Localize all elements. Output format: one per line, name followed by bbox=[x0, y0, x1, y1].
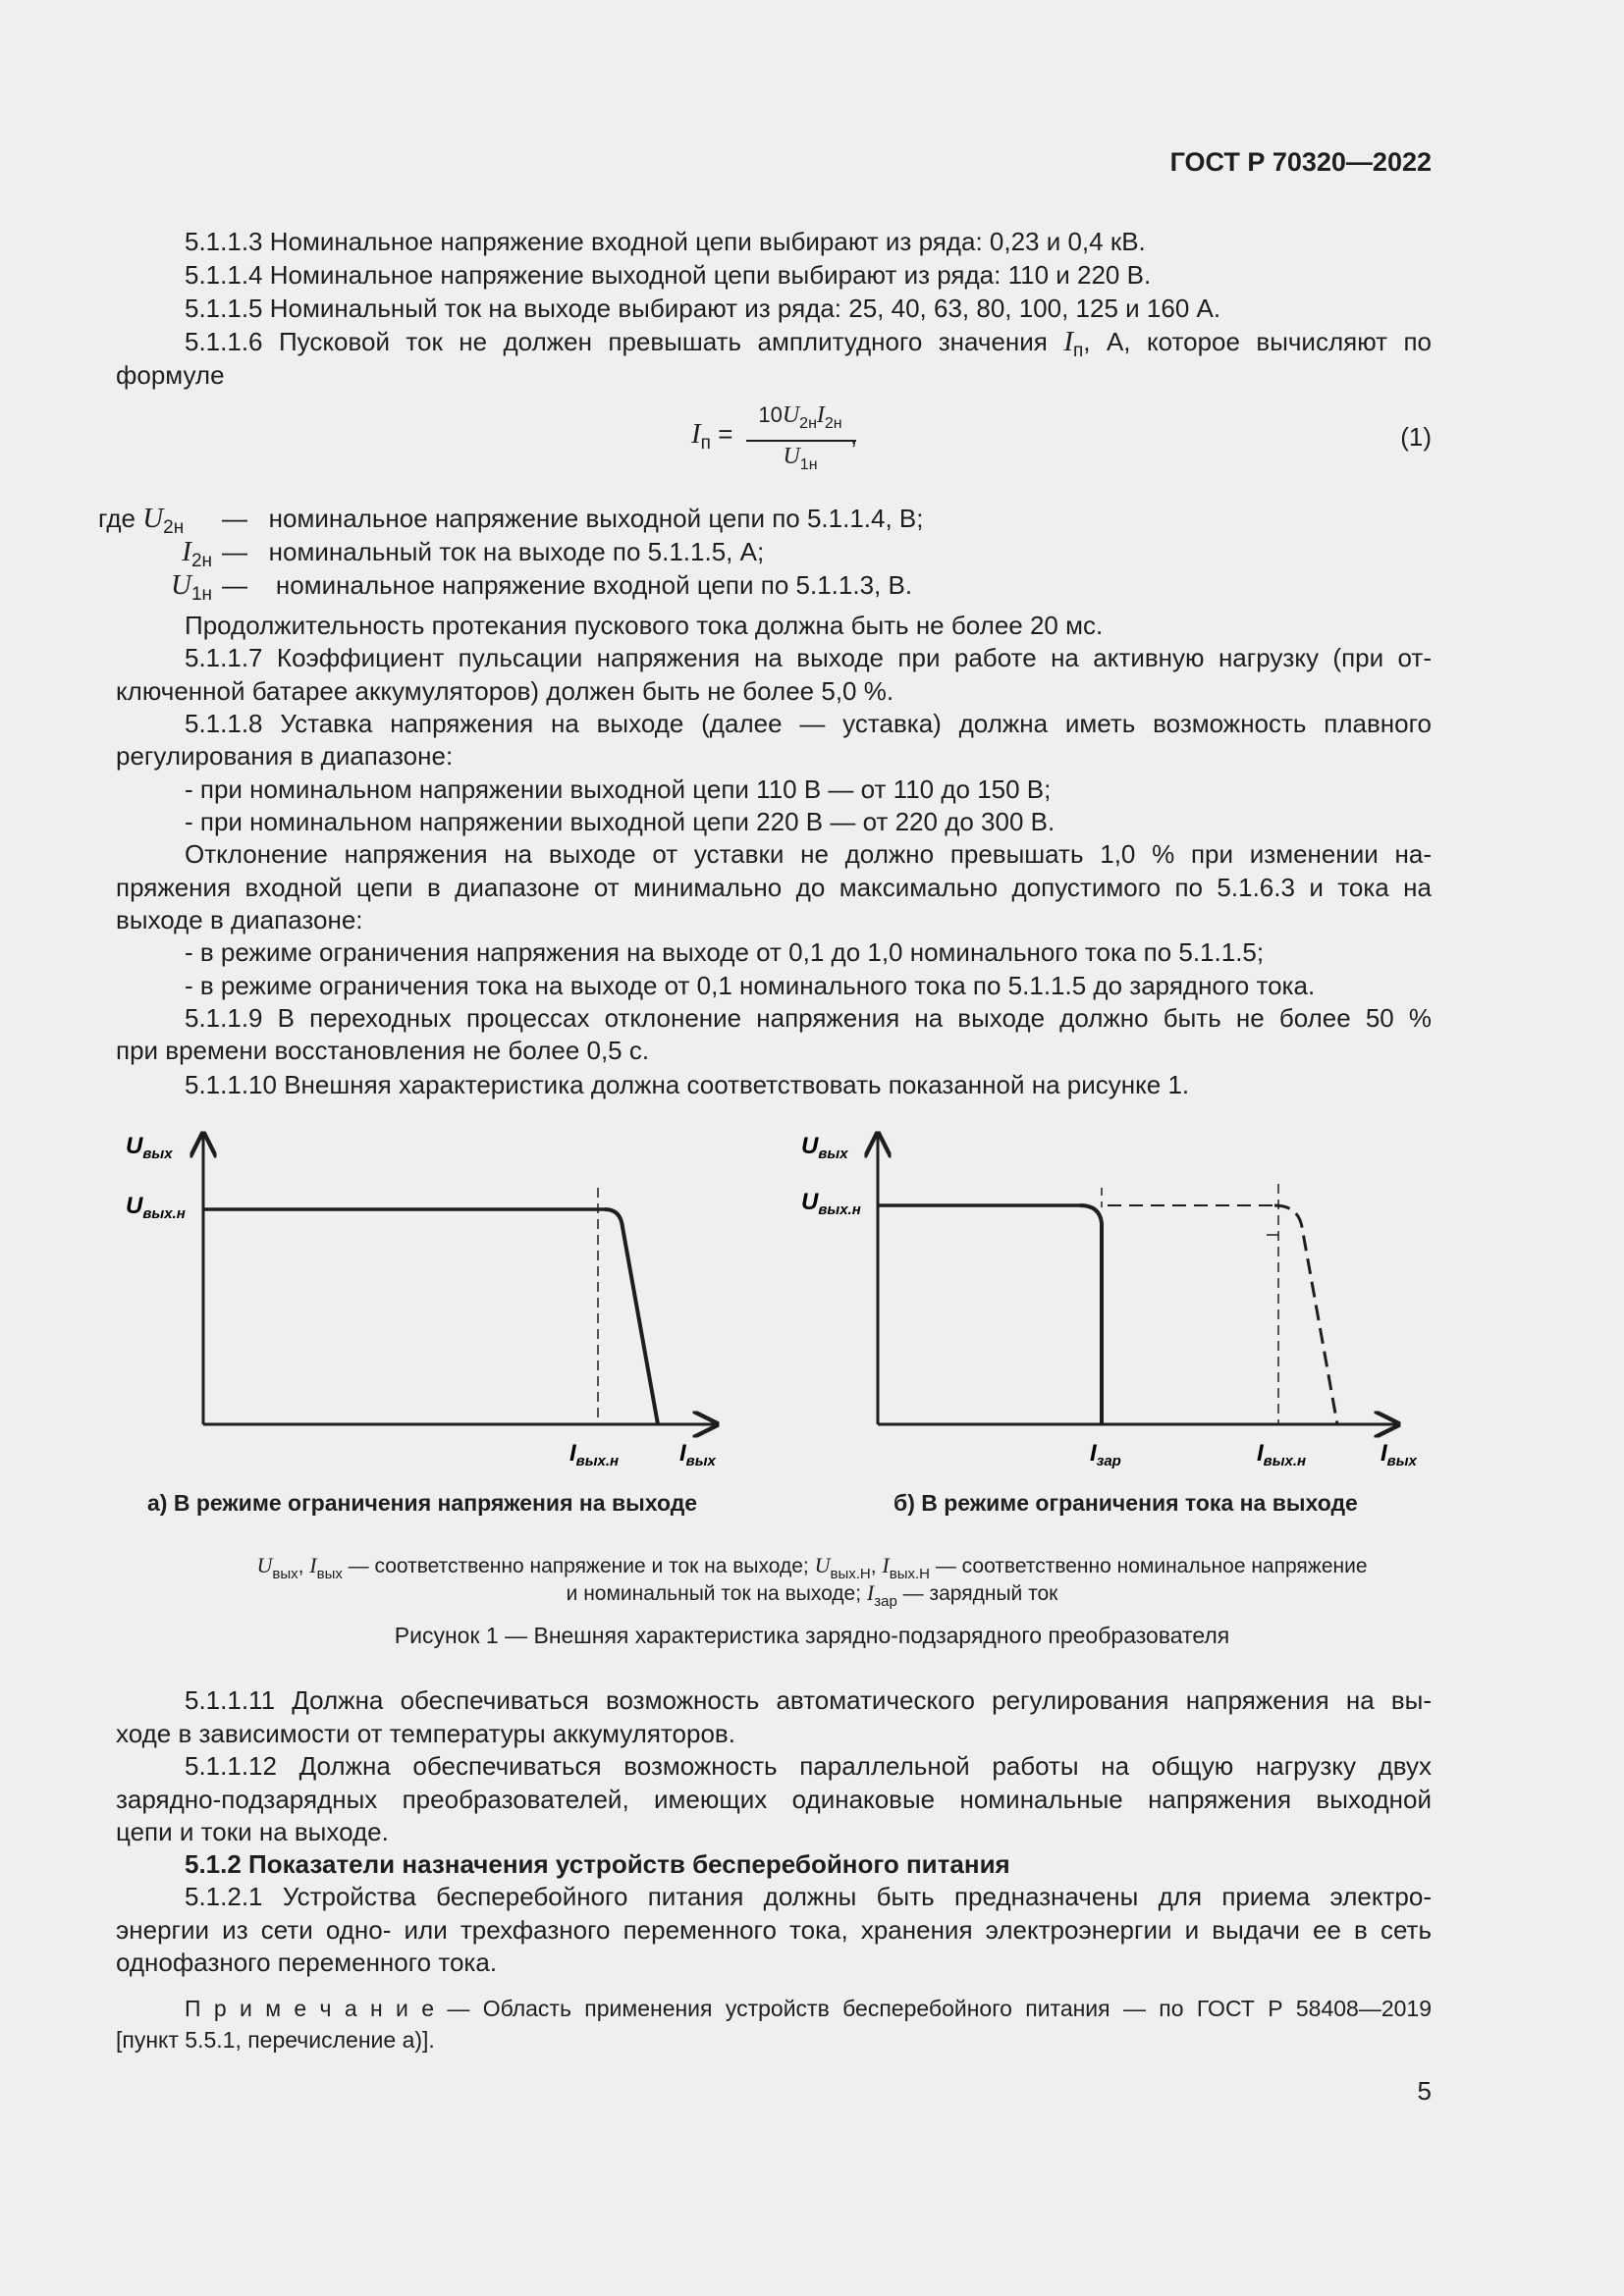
figure-caption-b: б) В режиме ограничения тока на выходе bbox=[893, 1490, 1358, 1516]
nominal-voltage-label: $U_{вых.н}$ bbox=[126, 1193, 186, 1222]
figure-title: Рисунок 1 — Внешняя характеристика зарядно-подзарядного преобразователя bbox=[394, 1623, 1230, 1648]
paragraph-text: при времени восстановления не более 0,5 с. bbox=[116, 1036, 650, 1065]
paragraph-5-1-2-1: 5.1.2.1 Устройства бесперебойного питания должны быть предназначены для приема электро- bbox=[185, 1882, 1432, 1911]
list-item: - при номинальном напряжении выходной цепи 220 В — от 220 до 300 В. bbox=[185, 807, 1056, 836]
paragraph-text: пряжения входной цепи в диапазоне от минимально до максимально допустимого по 5.1.6.3 и тока на bbox=[116, 873, 1432, 902]
voltage-drop-curve bbox=[605, 1209, 658, 1424]
formula-1: $I_п$ = $10U_{2н}I_{2н}$ $U_{1н}$ , bbox=[691, 402, 858, 473]
paragraph-5-1-1-11: 5.1.1.11 Должна обеспечиваться возможность автоматического регулирования напряжения на вы- bbox=[185, 1685, 1432, 1715]
list-item: - в режиме ограничения напряжения на выходе от 0,1 до 1,0 номинального тока по 5.1.1.5; bbox=[185, 937, 1265, 967]
list-item: - в режиме ограничения тока на выходе от 0,1 номинального тока по 5.1.1.5 до зарядного тока. bbox=[185, 971, 1316, 1000]
where-item-3: — номинальное напряжение входной цепи по 5.1.1.3, В. bbox=[222, 570, 913, 600]
y-axis-label: $U_{вых}$ bbox=[801, 1133, 848, 1162]
section-heading: 5.1.2 Показатели назначения устройств бесперебойного питания bbox=[185, 1849, 1010, 1879]
paragraph-5-1-1-3: 5.1.1.3 Номинальное напряжение входной цепи выбирают из ряда: 0,23 и 0,4 кВ. bbox=[185, 227, 1146, 256]
paragraph-text: ключенной батарее аккумуляторов) должен быть не более 5,0 %. bbox=[116, 676, 894, 706]
page-number: 5 bbox=[1417, 2076, 1432, 2106]
paragraph-5-1-1-12: 5.1.1.12 Должна обеспечиваться возможность параллельной работы на общую нагрузку двух bbox=[185, 1751, 1432, 1781]
charge-current-curve bbox=[1080, 1205, 1102, 1424]
figure-1 bbox=[0, 1109, 1624, 1541]
nominal-voltage-label: $U_{вых.н}$ bbox=[801, 1189, 861, 1218]
chart-voltage-limiting bbox=[126, 1133, 717, 1469]
figure-legend-line-1: $U_{вых}$, $I_{вых}$ — соответственно напряжение и ток на выходе; $U_{вых.Н}$, $I_{вых.Н}$ — соответственно номинальное напряжение bbox=[256, 1553, 1368, 1582]
list-item: - при номинальном напряжении выходной цепи 110 В — от 110 до 150 В; bbox=[185, 774, 1052, 804]
fraction-bar bbox=[746, 440, 856, 442]
x-axis-label: $I_{вых}$ bbox=[1380, 1440, 1417, 1469]
paragraph-text: регулирования в диапазоне: bbox=[116, 741, 454, 771]
y-axis-label: $U_{вых}$ bbox=[126, 1133, 173, 1162]
formula-denominator: $U_{1н}$ bbox=[783, 444, 818, 473]
paragraph-text: цепи и токи на выходе. bbox=[116, 1817, 389, 1846]
nominal-current-label: $I_{вых.н}$ bbox=[1257, 1440, 1307, 1469]
paragraph-text: зарядно-подзарядных преобразователей, имеющих одинаковые номинальные напряжения выходной bbox=[116, 1785, 1432, 1814]
paragraph-5-1-1-5: 5.1.1.5 Номинальный ток на выходе выбирают из ряда: 25, 40, 63, 80, 100, 125 и 160 А. bbox=[185, 294, 1221, 323]
formula-numerator: $10U_{2н}I_{2н}$ bbox=[758, 402, 842, 432]
nominal-current-label: $I_{вых.н}$ bbox=[569, 1440, 620, 1469]
charge-current-label: $I_{зар}$ bbox=[1090, 1440, 1121, 1469]
where-item-1: — номинальное напряжение выходной цепи по 5.1.1.4, В; bbox=[222, 504, 924, 533]
paragraph-text: формуле bbox=[116, 360, 225, 390]
paragraph-5-1-1-9: 5.1.1.9 В переходных процессах отклонение напряжения на выходе должно быть не более 50 % bbox=[185, 1003, 1432, 1033]
where-prefix: где $U_{2н}$ bbox=[98, 503, 185, 538]
chart-current-limiting bbox=[801, 1133, 1418, 1469]
where-item-2: — номинальный ток на выходе по 5.1.1.5, А; bbox=[222, 537, 765, 566]
paragraph-5-1-1-8: 5.1.1.8 Уставка напряжения на выходе (далее — уставка) должна иметь возможность плавного bbox=[185, 709, 1432, 738]
paragraph-5-1-1-4: 5.1.1.4 Номинальное напряжение выходной цепи выбирают из ряда: 110 и 220 В. bbox=[185, 260, 1152, 290]
paragraph-5-1-1-6: 5.1.1.6 Пусковой ток не должен превышать амплитудного значения $I_п$, А, которое вычисляют по bbox=[185, 326, 1432, 361]
paragraph-text: однофазного переменного тока. bbox=[116, 1948, 498, 1977]
paragraph-5-1-1-10: 5.1.1.10 Внешняя характеристика должна соответствовать показанной на рисунке 1. bbox=[185, 1070, 1190, 1099]
note: П р и м е ч а н и е — Область применения устройств бесперебойного питания — по ГОСТ Р 58408—2019 bbox=[185, 1996, 1432, 2021]
where-sym-3: $U_{1н}$ bbox=[170, 569, 212, 605]
note-continued: [пункт 5.5.1, перечисление а)]. bbox=[116, 2027, 435, 2053]
where-sym-2: $I_{2н}$ bbox=[182, 536, 212, 571]
x-axis-label: $I_{вых}$ bbox=[679, 1440, 716, 1469]
figure-caption-a: а) В режиме ограничения напряжения на выходе bbox=[147, 1490, 698, 1516]
standard-header: ГОСТ Р 70320—2022 bbox=[1169, 147, 1432, 177]
dashed-drop-curve bbox=[1274, 1205, 1337, 1424]
paragraph-text: Продолжительность протекания пускового тока должна быть не более 20 мс. bbox=[185, 611, 1104, 640]
paragraph-text: Отклонение напряжения на выходе от уставки не должно превышать 1,0 % при изменении на- bbox=[185, 839, 1432, 869]
paragraph-text: выходе в диапазоне: bbox=[116, 905, 363, 934]
paragraph-text: энергии из сети одно- или трехфазного переменного тока, хранения электроэнергии и выдачи ее в сеть bbox=[116, 1915, 1432, 1945]
paragraph-5-1-1-7: 5.1.1.7 Коэффициент пульсации напряжения на выходе при работе на активную нагрузку (при от- bbox=[185, 643, 1432, 672]
figure-legend-line-2: и номинальный ток на выходе; $I_{зар}$ — зарядный ток bbox=[566, 1580, 1058, 1610]
formula-number: (1) bbox=[1400, 422, 1432, 452]
paragraph-text: ходе в зависимости от температуры аккумуляторов. bbox=[116, 1719, 735, 1748]
